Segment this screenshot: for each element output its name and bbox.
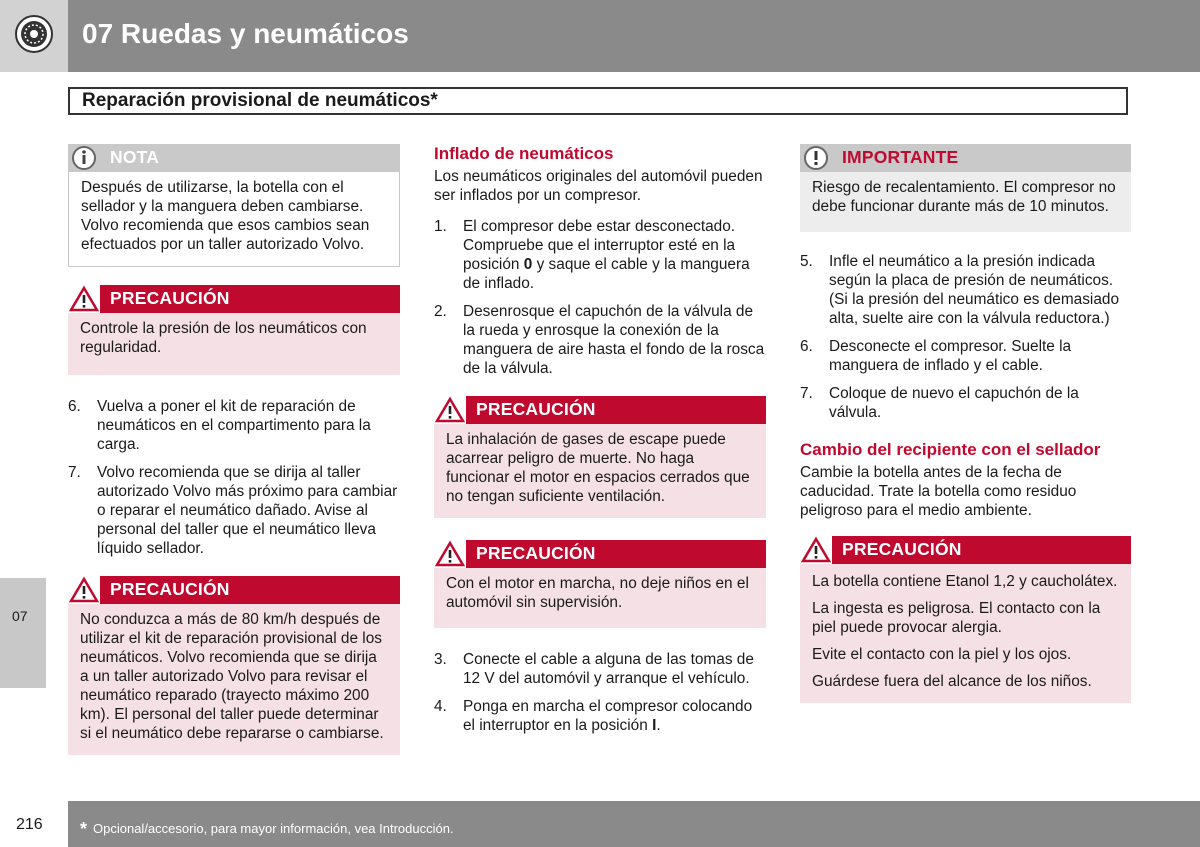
step-number: 7. [800,385,813,402]
step-number: 5. [800,253,813,270]
step-number: 6. [68,398,81,415]
caution-label: PRECAUCIÓN [476,399,596,419]
caution-body [68,313,400,375]
caution-line: Evite el contacto con la piel y los ojos. [812,646,1072,663]
intro-paragraph: Cambie la botella antes de la fecha de caducidad. Trate la botella como residuo peligroso para el medio ambiente. [800,464,1077,519]
note-text: Después de utilizarse, la botella con el sellador y la manguera deben cambiarse. Volvo recomienda que esos cambios sean efectuados por un taller autorizado Volvo. [81,179,370,253]
steps-list [434,650,766,735]
caution-label: PRECAUCIÓN [476,543,596,563]
caution-text: La inhalación de gases de escape puede acarrear peligro de muerte. No haga funcionar el motor en espacios cerrados que no tengan suficiente ventilación. [446,431,750,505]
caution-box [434,396,766,518]
important-body [800,172,1131,232]
step-number: 4. [434,698,447,715]
list-item [800,337,1131,375]
caution-body [800,564,1131,703]
list-item [434,302,766,378]
subsection-heading: Cambio del recipiente con el sellador [800,440,1101,459]
subsection-heading: Inflado de neumáticos [434,144,614,163]
step-number: 3. [434,651,447,668]
chapter-title: 07 Ruedas y neumáticos [82,18,409,49]
caution-box [68,285,400,375]
step-text-bold: 0 [523,256,533,273]
list-item [434,697,766,735]
step-text-post: y saque el cable y la manguera de inflado. [463,256,750,292]
caution-label: PRECAUCIÓN [842,539,962,559]
caution-text: Con el motor en marcha, no deje niños en el automóvil sin supervisión. [446,575,749,611]
list-item [800,252,1131,328]
caution-box [800,536,1131,703]
list-item [800,384,1131,422]
column-1 [68,144,400,777]
step-text-bold: I [652,717,657,734]
page-number: 216 [16,816,43,833]
warning-triangle-icon [800,536,832,564]
tire-icon [14,14,54,54]
footnote-star: * [80,819,88,839]
important-box-header [800,144,1131,172]
note-box-header [68,144,400,172]
important-box [800,144,1131,232]
column-3 [800,144,1131,725]
steps-list [434,217,766,378]
list-item [434,650,766,688]
side-tab-label: 07 [12,608,28,624]
caution-box-header [68,576,400,604]
step-text-post: . [656,717,661,734]
caution-label: PRECAUCIÓN [110,579,230,599]
footer-note [80,817,454,838]
step-text: Volvo recomienda que se dirija al taller autorizado Volvo más próximo para cambiar o reparar el neumático dañado. Avise al personal del taller que el neumático lleva líquido sellador. [97,464,398,557]
caution-label: PRECAUCIÓN [110,288,230,308]
important-label: IMPORTANTE [842,147,959,167]
caution-box [68,576,400,755]
chapter-icon-box [0,0,68,72]
caution-body [434,568,766,628]
caution-box-header [68,285,400,313]
note-body [68,172,400,267]
info-icon [68,144,100,172]
caution-box [434,540,766,628]
warning-triangle-icon [434,540,466,568]
caution-line: La ingesta es peligrosa. El contacto con la piel puede provocar alergia. [812,600,1101,636]
caution-box-header [434,396,766,424]
step-number: 2. [434,303,447,320]
caution-line: La botella contiene Etanol 1,2 y caucholátex. [812,573,1118,590]
step-text: Coloque de nuevo el capuchón de la válvula. [829,385,1079,421]
important-text: Riesgo de recalentamiento. El compresor no debe funcionar durante más de 10 minutos. [812,179,1116,215]
caution-text: No conduzca a más de 80 km/h después de utilizar el kit de reparación provisional de los neumáticos. Volvo recomienda que se dirija a un taller autorizado Volvo para revisar el neumático reparado (trayecto máximo 200 km). El personal del taller puede determinar si el neumático debe repararse o cambiarse. [80,611,384,742]
caution-text: Controle la presión de los neumáticos con regularidad. [80,320,367,356]
section-title: Reparación provisional de neumáticos* [68,87,1128,115]
step-text: Vuelva a poner el kit de reparación de neumáticos en el compartimento para la carga. [97,398,371,453]
exclamation-icon [800,144,832,172]
step-number: 7. [68,464,81,481]
note-label: NOTA [110,147,160,167]
chapter-side-tab [0,578,46,688]
list-item [68,397,400,454]
steps-list [800,252,1131,422]
caution-line: Guárdese fuera del alcance de los niños. [812,673,1092,690]
warning-triangle-icon [434,396,466,424]
header-bar [68,0,1200,72]
footnote-text: Opcional/accesorio, para mayor información, vea Introducción. [93,821,454,836]
footer-bar [68,801,1200,847]
warning-triangle-icon [68,576,100,604]
list-item [68,463,400,558]
step-text: Desenrosque el capuchón de la válvula de la rueda y enrosque la conexión de la manguera de aire hasta el fondo de la rosca de la válvula. [463,303,765,377]
caution-box-header [434,540,766,568]
steps-list [68,397,400,558]
step-text: Infle el neumático a la presión indicada según la placa de presión de neumáticos. (Si la presión del neumático es demasiado alta, suelte aire con la válvula reductora.) [829,253,1120,327]
note-box [68,144,400,267]
step-text-pre: El compresor debe estar desconectado. Compruebe que el interruptor esté en la posición [463,218,736,273]
step-text: Conecte el cable a alguna de las tomas de 12 V del automóvil y arranque el vehículo. [463,651,754,687]
list-item [434,217,766,293]
warning-triangle-icon [68,285,100,313]
caution-body [68,604,400,755]
step-number: 1. [434,218,447,235]
caution-body [434,424,766,518]
caution-box-header [800,536,1131,564]
intro-paragraph: Los neumáticos originales del automóvil pueden ser inflados por un compresor. [434,168,763,204]
step-number: 6. [800,338,813,355]
step-text-pre: Ponga en marcha el compresor colocando el interruptor en la posición [463,698,753,734]
column-2 [434,144,766,753]
step-text: Desconecte el compresor. Suelte la manguera de inflado y el cable. [829,338,1072,374]
